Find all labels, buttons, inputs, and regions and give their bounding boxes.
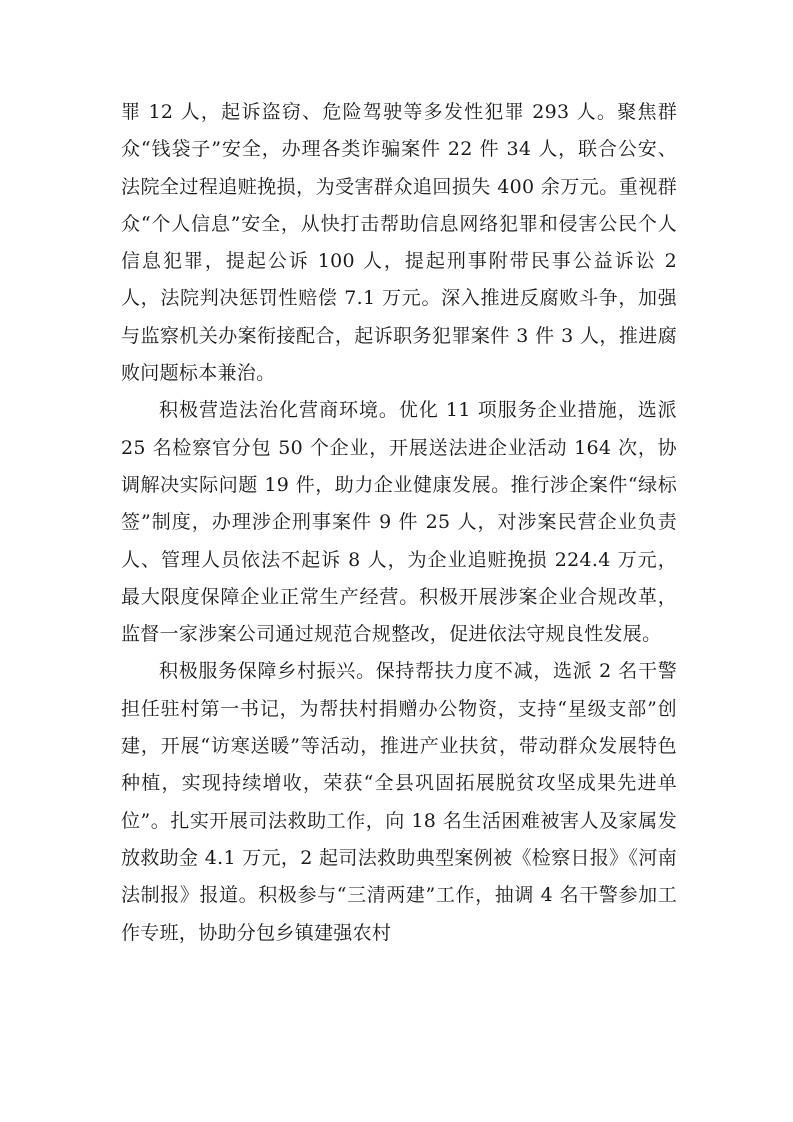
paragraph-business-environment: 积极营造法治化营商环境。优化 11 项服务企业措施，选派 25 名检察官分包 50 个企业，开展送法进企业活动 164 次，协调解决实际问题 19 件，助力企业健康发展。推行涉企案件“绿标签”制度，办理涉企刑事案件 9 件 25 人，对涉案民营企业负责人、管理人员依法不起诉 8 人，为企业追赃挽损 224.4 万元，最大限度保障企业正常生产经营。积极开展涉案企业合规改革，监督一家涉案公司通过规范合规整改，促进依法守规良性发展。 bbox=[121, 399, 677, 646]
paragraph-rural-revitalization: 积极服务保障乡村振兴。保持帮扶力度不减，选派 2 名干警担任驻村第一书记，为帮扶村捐赠办公物资，支持“星级支部”创建，开展“访寒送暖”等活动，推进产业扶贫，带动群众发展特色种植，实现持续增收，荣获“全县巩固拓展脱贫攻坚成果先进单位”。扎实开展司法救助工作，向 18 名生活困难被害人及家属发放救助金 4.1 万元，2 起司法救助典型案例被《检察日报》《河南法制报》报道。积极参与“三清两建”工作，抽调 4 名干警参加工作专班，协助分包乡镇建强农村 bbox=[121, 660, 677, 944]
paragraph-continued: 罪 12 人，起诉盗窃、危险驾驶等多发性犯罪 293 人。聚焦群众“钱袋子”安全，办理各类诈骗案件 22 件 34 人，联合公安、法院全过程追赃挽损，为受害群众追回损失 400 余万元。重视群众“个人信息”安全，从快打击帮助信息网络犯罪和侵害公民个人信息犯罪，提起公诉 100 人，提起刑事附带民事公益诉讼 2 人，法院判决惩罚性赔偿 7.1 万元。深入推进反腐败斗争，加强与监察机关办案衔接配合，起诉职务犯罪案件 3 件 3 人，推进腐败问题标本兼治。 bbox=[121, 101, 677, 385]
document-page bbox=[121, 94, 677, 952]
